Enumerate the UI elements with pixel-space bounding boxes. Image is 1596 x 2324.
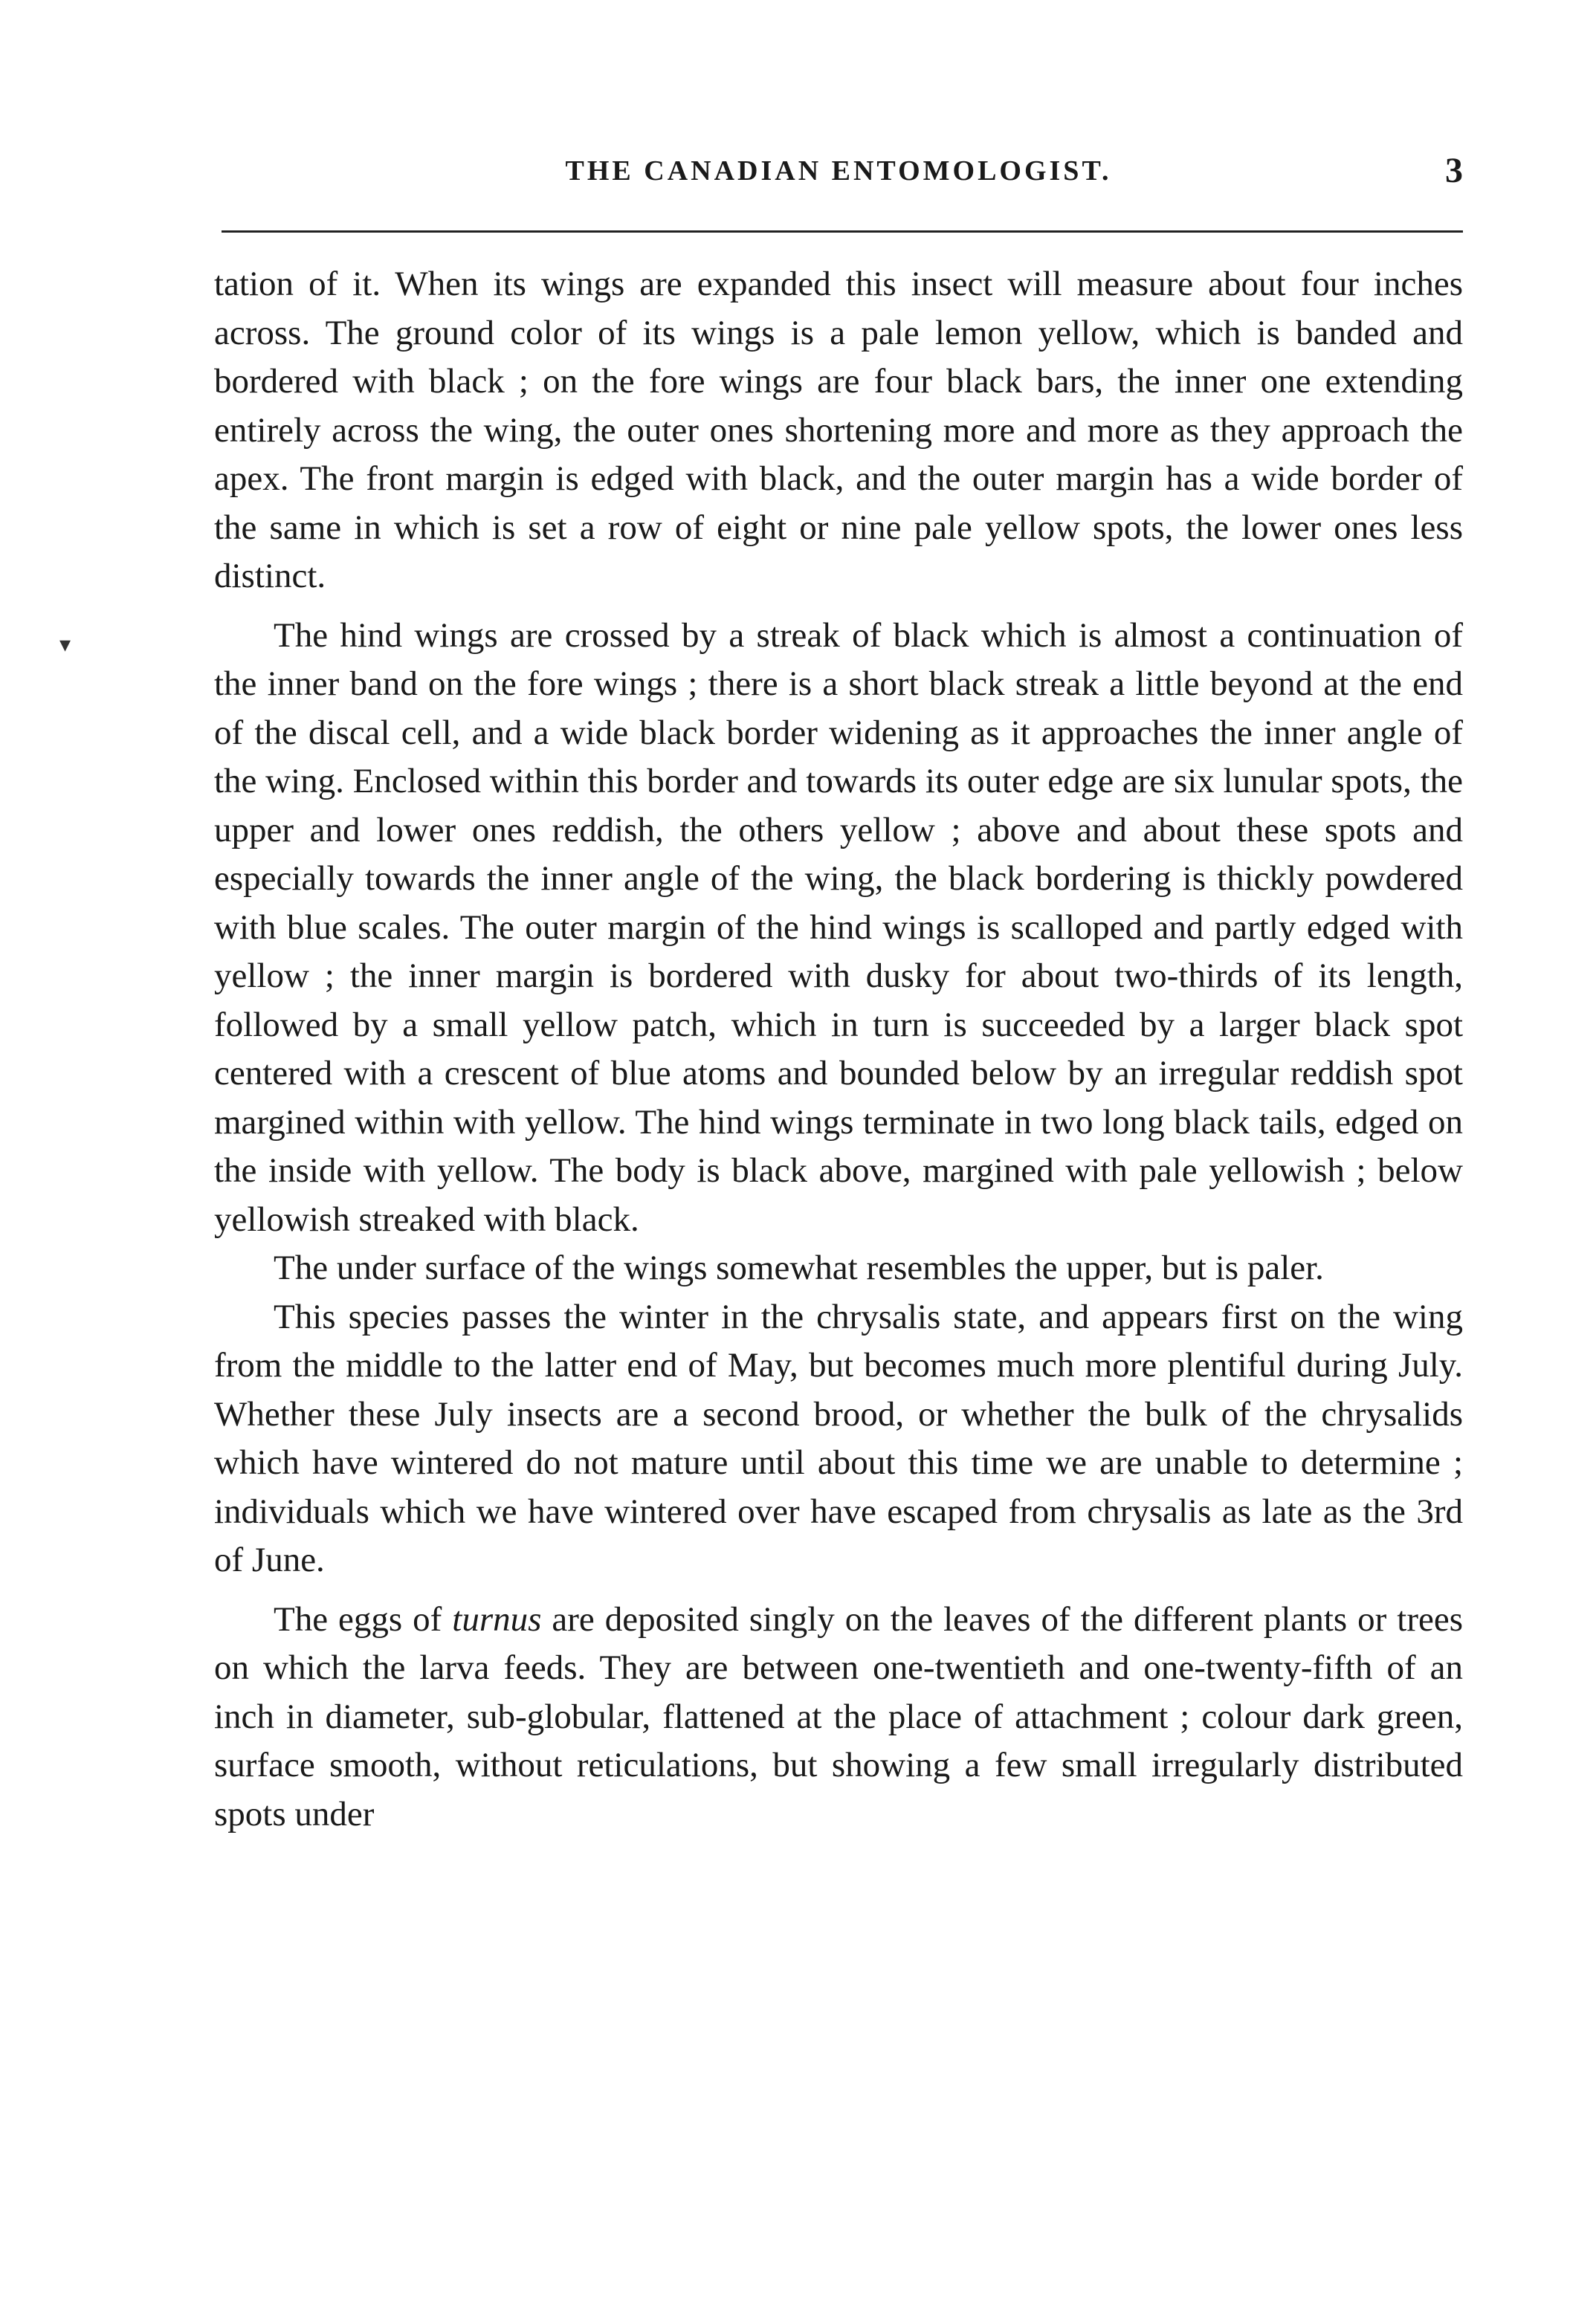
page-number: 3 <box>1445 151 1463 190</box>
body-text <box>214 260 1463 1839</box>
paragraph-2: The hind wings are crossed by a streak of black which is almost a continuation of the inner band on the fore wings ; there is a short black streak a little beyond at the end of the discal cell, and a wide black border widening as it approaches the inner angle of the wing. Enclosed within this border and towards its outer edge are six lunular spots, the upper and lower ones reddish, the others yellow ; above and about these spots and especially towards the inner angle of the wing, the black bordering is thickly powdered with blue scales. The outer margin of the hind wings is scalloped and partly edged with yellow ; the inner margin is bordered with dusky for about two-thirds of its length, followed by a small yellow patch, which in turn is succeeded by a larger black spot centered with a crescent of blue atoms and bounded below by an irregular reddish spot margined within with yellow. The hind wings terminate in two long black tails, edged on the inside with yellow. The body is black above, margined with pale yellowish ; below yellowish streaked with black. <box>214 615 1463 1239</box>
page <box>214 111 1463 2267</box>
paragraph-3: The under surface of the wings somewhat resembles the upper, but is paler. <box>274 1249 1324 1287</box>
paragraph-5-rest: are deposited singly on the leaves of the different plants or trees on which the larva feeds. They are between one-twentieth and one-twenty-fifth of an inch in diameter, sub-globular, flattened at the place of attachment ; colour dark green, surface smooth, without reticulations, but showing a few small irregularly distributed spots under <box>214 1599 1463 1833</box>
paragraph-5-lead: The eggs of <box>274 1599 453 1639</box>
paragraph-5 <box>214 1596 1463 1839</box>
running-head <box>214 111 1463 193</box>
header-rule <box>222 230 1463 233</box>
paragraph-1: tation of it. When its wings are expanded this insect will measure about four inches across. The ground color of its wings is a pale lemon yellow, which is banded and bordered with black ; on the fore wings are four black bars, the inner one extending entirely across the wing, the outer ones shortening more and more as they approach the apex. The front margin is edged with black, and the outer margin has a wide border of the same in which is set a row of eight or nine pale yellow spots, the lower ones less distinct. <box>214 265 1463 595</box>
running-title: THE CANADIAN ENTOMOLOGIST. <box>565 155 1112 187</box>
margin-mark: ▾ <box>59 632 71 657</box>
paragraph-4: This species passes the winter in the chrysalis state, and appears first on the wing from the middle to the latter end of May, but becomes much more plentiful during July. Whether these July insects are a second brood, or whether the bulk of the chrysalids which have wintered do not mature until about this time we are unable to determine ; individuals which we have wintered over have escaped from chrysalis as late as the 3rd of June. <box>214 1297 1463 1579</box>
species-name-italic: turnus <box>452 1599 542 1639</box>
